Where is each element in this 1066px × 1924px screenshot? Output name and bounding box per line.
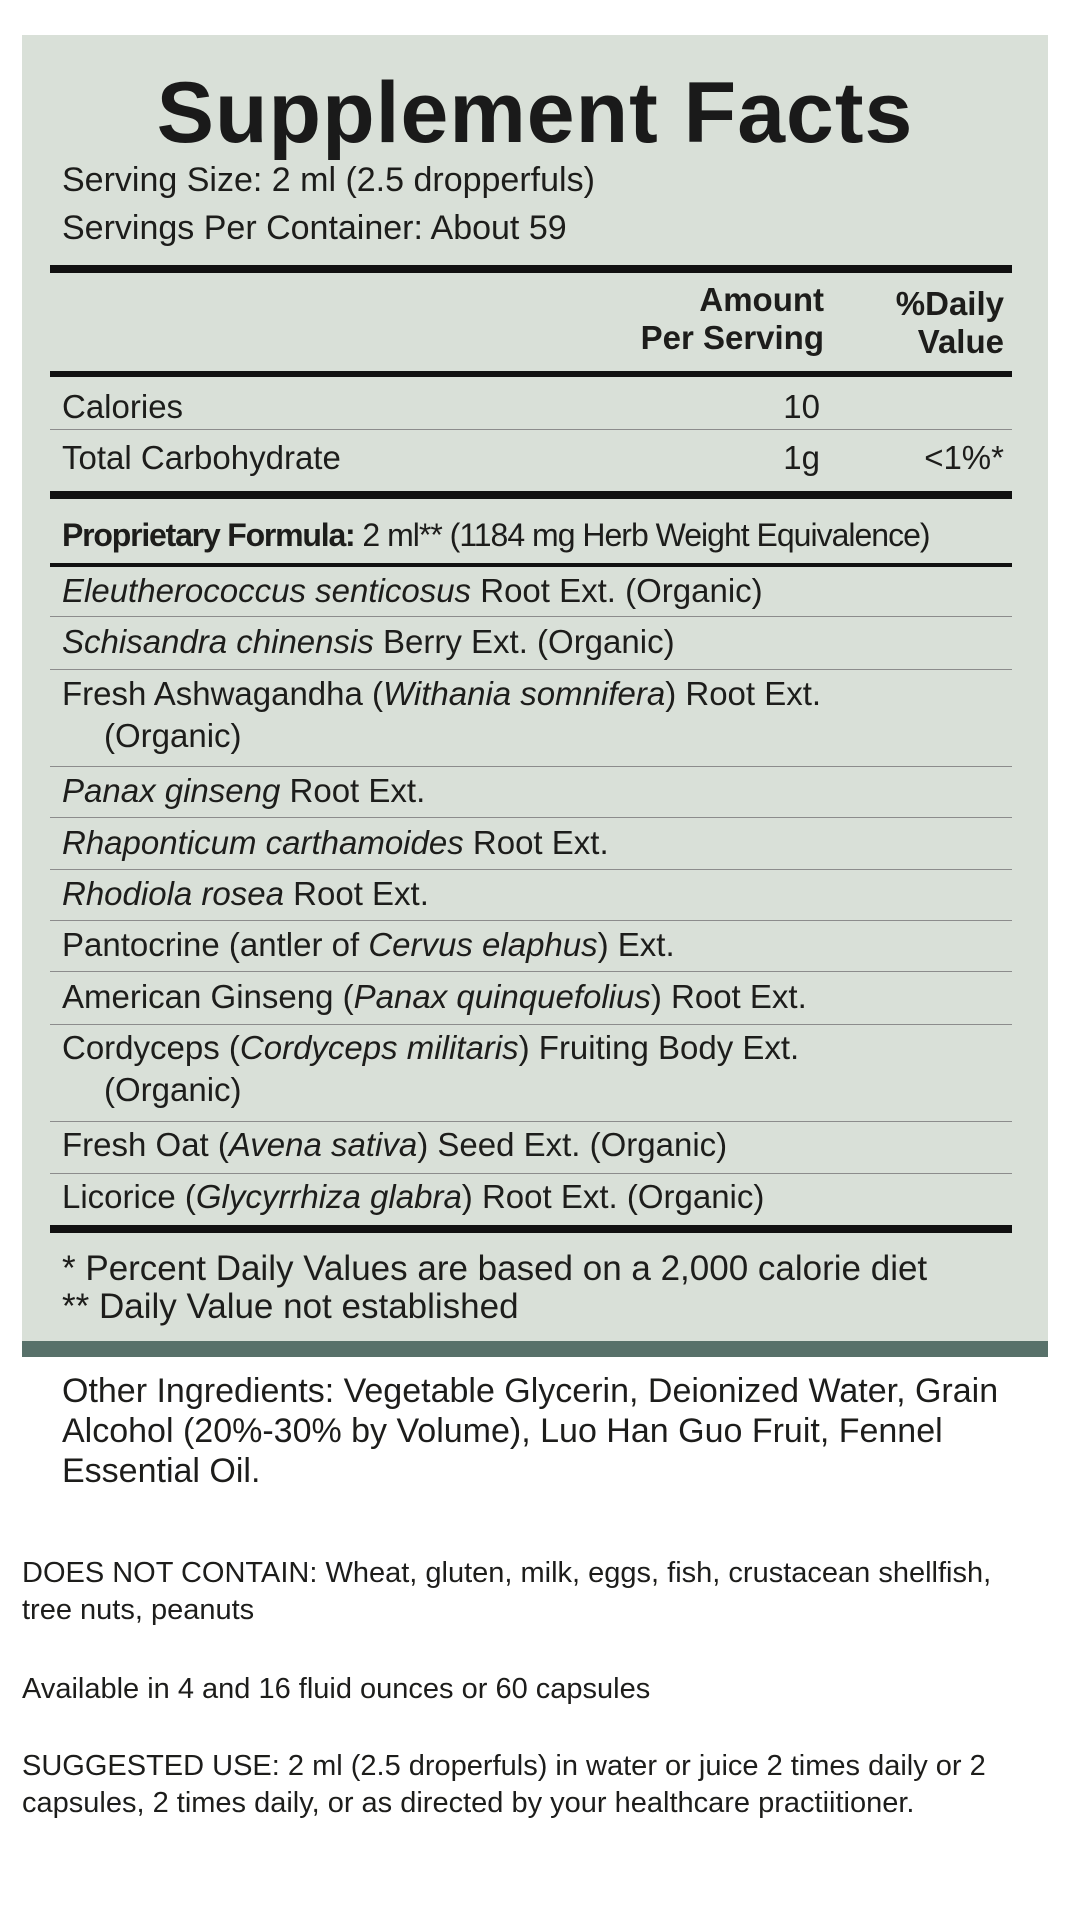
header-rule: [50, 371, 1012, 377]
footnote-not-established: ** Daily Value not established: [62, 1287, 519, 1326]
serving-size: Serving Size: 2 ml (2.5 dropperfuls): [62, 161, 595, 199]
row-divider: [50, 429, 1012, 430]
footnote-daily-values: * Percent Daily Values are based on a 2,000 calorie diet: [62, 1249, 928, 1288]
ingredient-row: Cordyceps (Cordyceps militaris) Fruiting Body Ext. (Organic): [62, 1029, 800, 1108]
ingredient-row: Rhaponticum carthamoides Root Ext.: [62, 824, 609, 861]
row-divider: [50, 616, 1012, 617]
supplement-facts-panel: [22, 35, 1048, 1490]
ingredient-row: American Ginseng (Panax quinquefolius) Root Ext.: [62, 978, 807, 1015]
row-divider: [50, 817, 1012, 818]
row-divider: [50, 766, 1012, 767]
row-divider: [50, 1173, 1012, 1174]
row-divider: [50, 869, 1012, 870]
row-divider: [50, 669, 1012, 670]
panel-title: Supplement Facts: [156, 65, 914, 161]
bottom-thick-rule: [50, 1225, 1012, 1233]
nutrient-amount: 1g: [783, 439, 820, 476]
proprietary-formula: [62, 515, 930, 555]
nutrient-amount: 10: [783, 388, 820, 425]
top-thick-rule: [50, 265, 1012, 273]
ingredient-row: Eleutherococcus senticosus Root Ext. (Organic): [62, 572, 763, 609]
ingredient-row: Panax ginseng Root Ext.: [62, 772, 426, 809]
servings-per-container: Servings Per Container: About 59: [62, 209, 567, 247]
nutrient-name: Total Carbohydrate: [62, 439, 341, 476]
ingredient-row: Fresh Oat (Avena sativa) Seed Ext. (Organic): [62, 1126, 728, 1163]
ingredient-row: Schisandra chinensis Berry Ext. (Organic): [62, 623, 675, 660]
availability: Available in 4 and 16 fluid ounces or 60 capsules: [22, 1673, 651, 1705]
row-divider: [50, 1024, 1012, 1025]
divider-band: [22, 1341, 1048, 1357]
daily-value-header: %Daily Value: [895, 285, 1004, 360]
formula-rule: [50, 563, 1012, 567]
other-ingredients: Other Ingredients: Vegetable Glycerin, Deionized Water, Grain Alcohol (20%-30% by Volume), Luo Han Guo Fruit, Fennel Essential Oil.: [62, 1372, 999, 1490]
does-not-contain: DOES NOT CONTAIN: Wheat, gluten, milk, eggs, fish, crustacean shellfish, tree nuts, peanuts: [22, 1557, 992, 1626]
row-divider: [50, 920, 1012, 921]
ingredient-row: Licorice (Glycyrrhiza glabra) Root Ext. (Organic): [62, 1178, 765, 1215]
amount-per-serving-header: Amount Per Serving: [640, 281, 824, 356]
nutrient-daily-value: <1%*: [924, 439, 1004, 476]
formula-label: Proprietary Formula:: [62, 517, 355, 553]
ingredient-row: Pantocrine (antler of Cervus elaphus) Ext.: [62, 926, 675, 963]
formula-text: 2 ml** (1184 mg Herb Weight Equivalence): [354, 517, 930, 553]
ingredient-row: Rhodiola rosea Root Ext.: [62, 875, 429, 912]
ingredient-row: Fresh Ashwagandha (Withania somnifera) Root Ext. (Organic): [62, 675, 822, 754]
row-divider: [50, 1121, 1012, 1122]
nutrient-name: Calories: [62, 388, 184, 425]
mid-thick-rule: [50, 491, 1012, 499]
row-divider: [50, 971, 1012, 972]
suggested-use: SUGGESTED USE: 2 ml (2.5 droperfuls) in water or juice 2 times daily or 2 capsules, 2 times daily, or as directed by your healthcare practiitioner.: [22, 1750, 986, 1819]
